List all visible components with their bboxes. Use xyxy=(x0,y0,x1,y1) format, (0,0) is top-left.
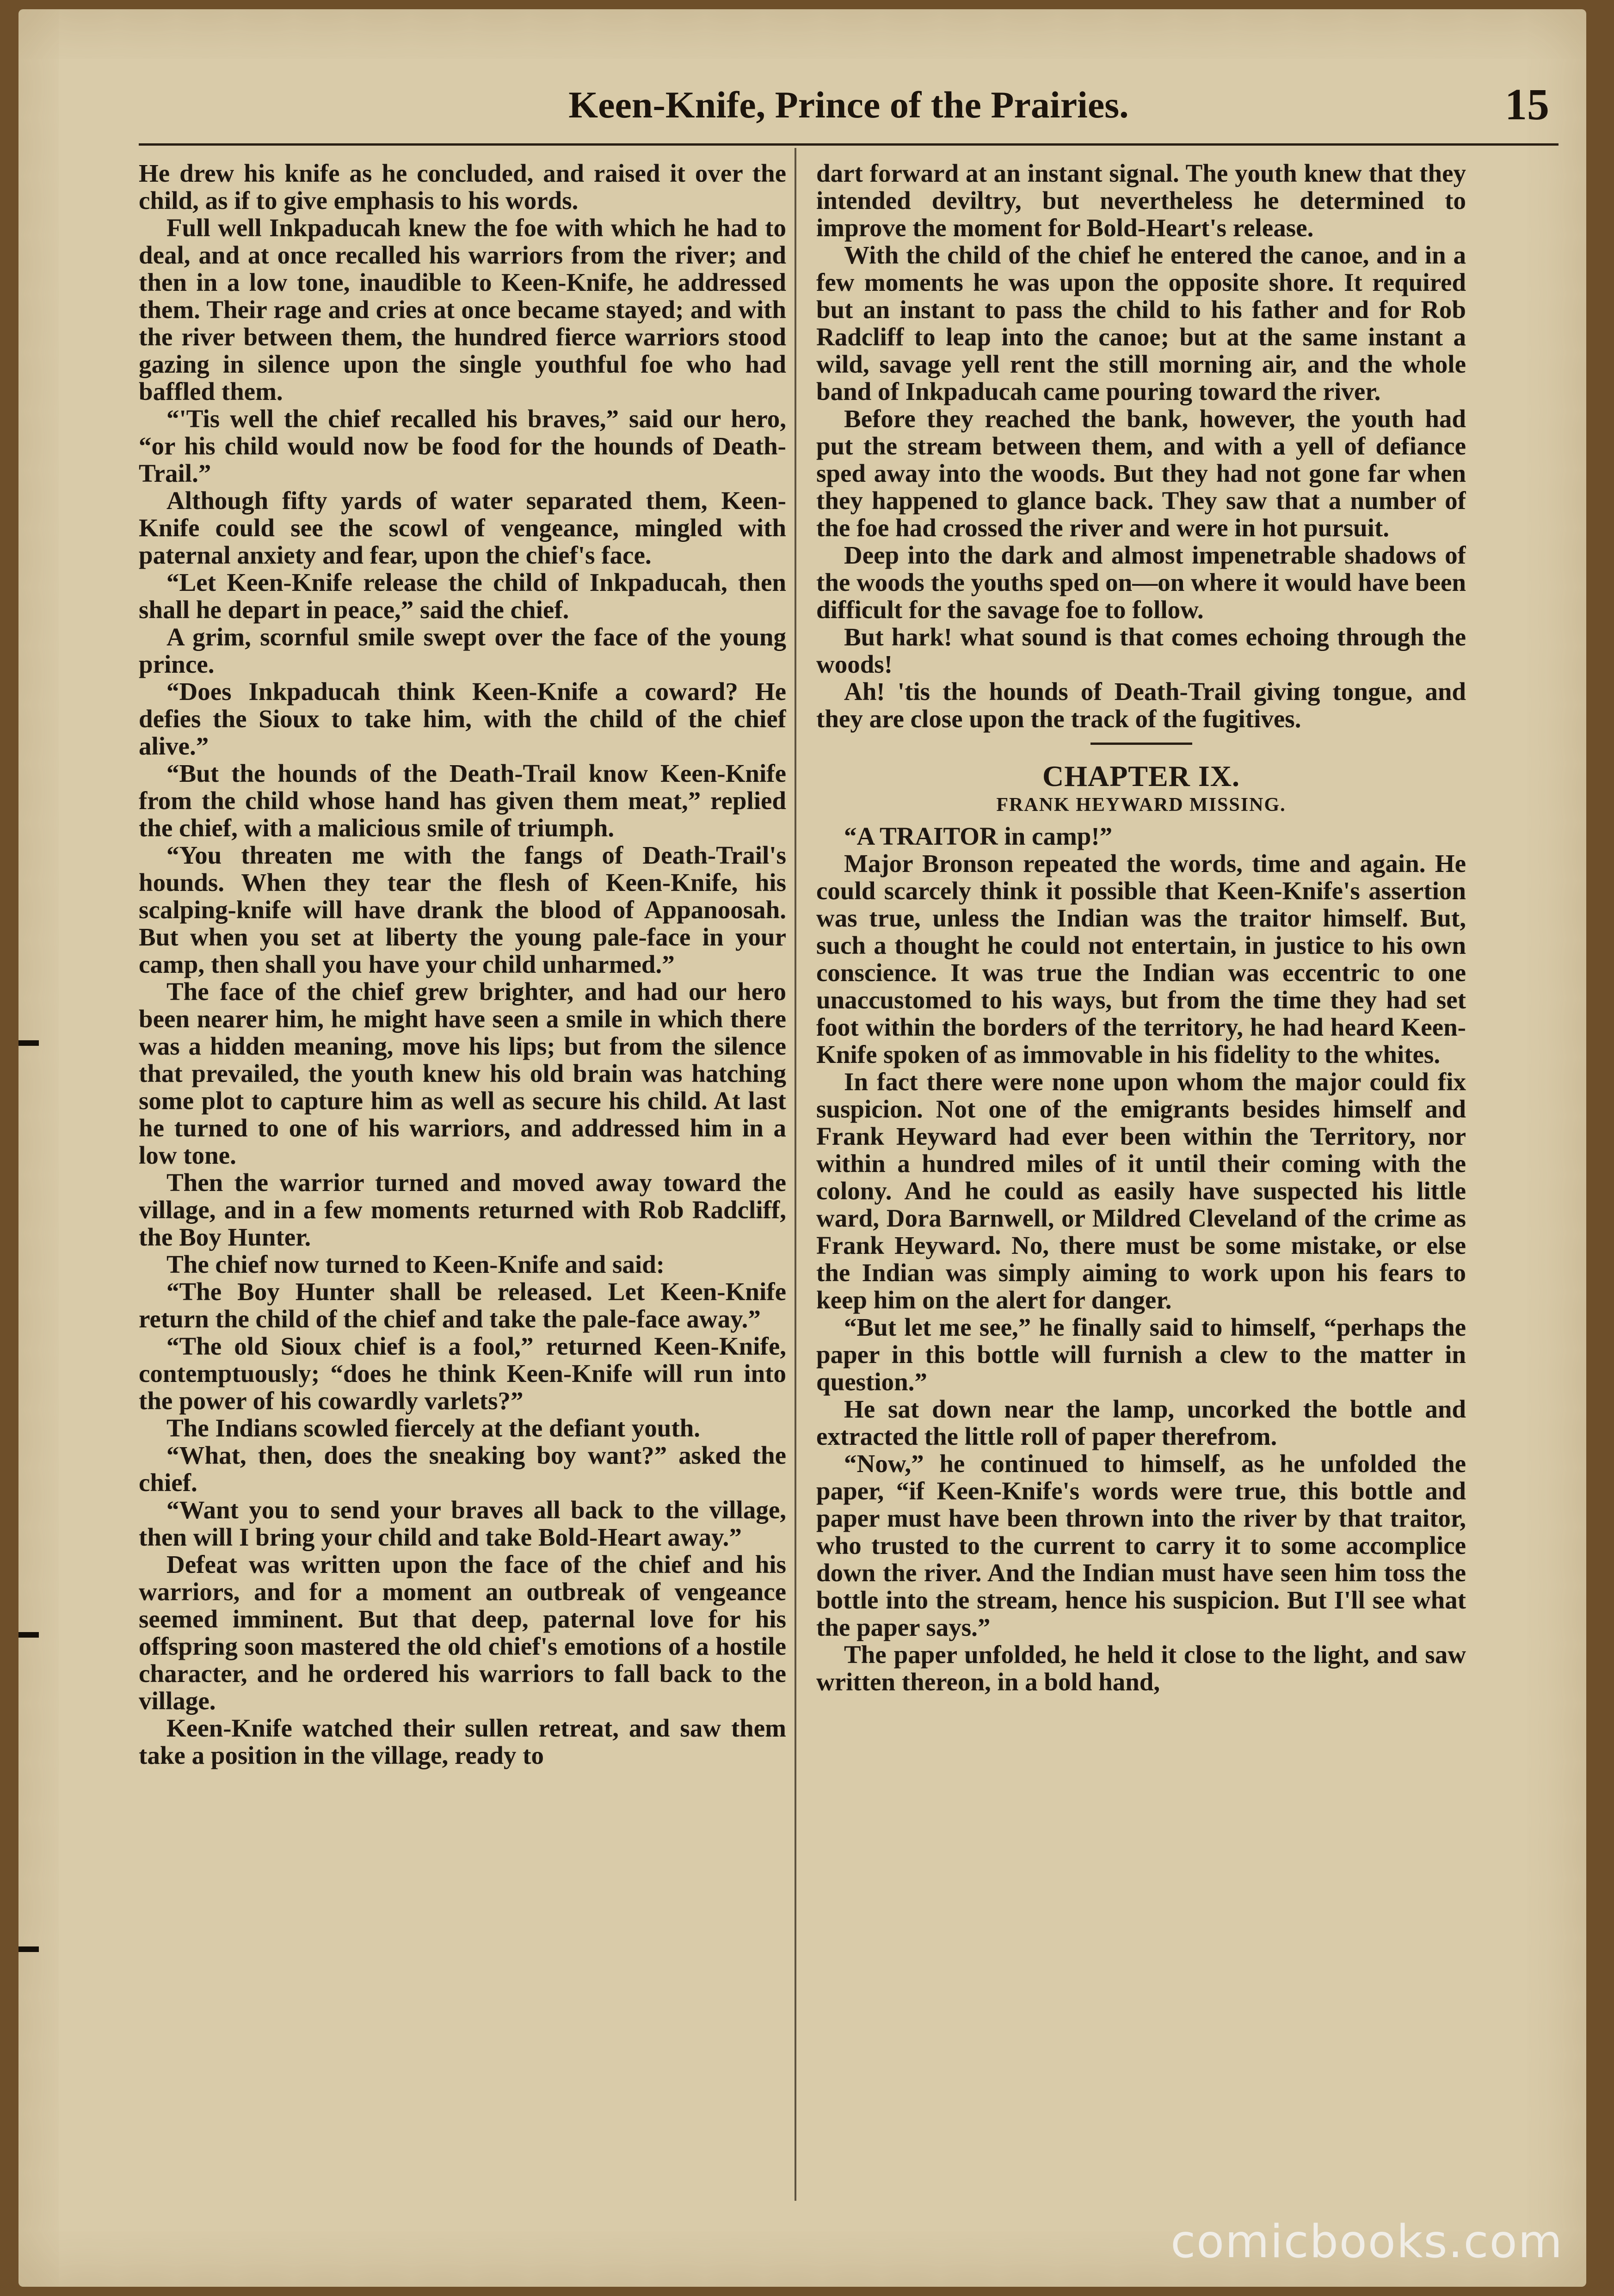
left-column xyxy=(139,160,786,2203)
chapter-heading: CHAPTER IX. xyxy=(1042,760,1240,792)
paragraph: Deep into the dark and almost impenetrable shadows of the woods the youths sped on—on where it would have been difficult for the savage foe to follow. xyxy=(816,541,1466,624)
watermark: comicbooks.com xyxy=(1170,2216,1563,2268)
paragraph: With the child of the chief he entered the canoe, and in a few moments he was upon the opposite shore. It required but an instant to pass the child to his father and for Rob Radcliff to leap into the canoe; but at the same instant a wild, savage yell rent the still morning air, and the whole band of Inkpaducah came pouring toward the river. xyxy=(816,241,1466,405)
binding-mark xyxy=(18,1632,39,1638)
paragraph: The Indians scowled fiercely at the defiant youth. xyxy=(166,1414,701,1442)
paragraph: Keen-Knife watched their sullen retreat, and saw them take a position in the village, ready to xyxy=(139,1714,786,1769)
running-title: Keen-Knife, Prince of the Prairies. xyxy=(568,84,1129,126)
paragraph: Then the warrior turned and moved away toward the village, and in a few moments returned with Rob Radcliff, the Boy Hunter. xyxy=(139,1168,786,1251)
paragraph: “Does Inkpaducah think Keen-Knife a coward? He defies the Sioux to take him, with the child of the chief alive.” xyxy=(139,677,786,760)
paragraph: Ah! 'tis the hounds of Death-Trail giving tongue, and they are close upon the track of the fugitives. xyxy=(816,677,1466,733)
paragraph: “What, then, does the sneaking boy want?” asked the chief. xyxy=(139,1441,786,1497)
binding-mark xyxy=(18,1040,39,1046)
paragraph: The face of the chief grew brighter, and had our hero been nearer him, he might have seen a smile in which there was a hidden meaning, move his lips; but from the silence that prevailed, the youth knew his old brain was hatching some plot to capture him as well as secure his child. At last he turned to one of his warriors, and addressed him in a low tone. xyxy=(139,977,786,1169)
paragraph: “'Tis well the chief recalled his braves,” said our hero, “or his child would now be food for the hounds of Death-Trail.” xyxy=(139,405,786,487)
paragraph: He sat down near the lamp, uncorked the bottle and extracted the little roll of paper therefrom. xyxy=(816,1395,1466,1450)
paragraph: Full well Inkpaducah knew the foe with which he had to deal, and at once recalled his warriors from the river; and then in a low tone, inaudible to Keen-Knife, he addressed them. Their rage and cries at once became stayed; and with the river between them, the hundred fierce warriors stood gazing in silence upon the single youthful foe who had baffled them. xyxy=(139,214,786,405)
paragraph: Before they reached the bank, however, the youth had put the stream between them, and with a yell of defiance sped away into the woods. But they had not gone far when they happened to glance back. They saw that a number of the foe had crossed the river and were in hot pursuit. xyxy=(816,405,1466,542)
paragraph: Defeat was written upon the face of the chief and his warriors, and for a moment an outbreak of vengeance seemed imminent. But that deep, paternal love for his offspring soon mastered the old chief's emotions of a hostile character, and he ordered his warriors to fall back to the village. xyxy=(139,1550,786,1715)
chapter-subtitle: FRANK HEYWARD MISSING. xyxy=(996,794,1286,816)
paragraph: “The old Sioux chief is a fool,” returned Keen-Knife, contemptuously; “does he think Keen-Knife will run into the power of his cowardly varlets?” xyxy=(139,1332,786,1415)
paragraph: The paper unfolded, he held it close to the light, and saw written thereon, in a bold hand, xyxy=(816,1640,1466,1696)
page-number: 15 xyxy=(1505,80,1549,129)
paragraph: “But the hounds of the Death-Trail know Keen-Knife from the child whose hand has given them meat,” replied the chief, with a malicious smile of triumph. xyxy=(139,759,786,842)
paragraph: “The Boy Hunter shall be released. Let Keen-Knife return the child of the chief and take the pale-face away.” xyxy=(139,1277,786,1333)
binding-mark xyxy=(18,1946,39,1952)
paragraph: He drew his knife as he concluded, and raised it over the child, as if to give emphasis to his words. xyxy=(139,160,786,215)
paragraph: In fact there were none upon whom the major could fix suspicion. Not one of the emigrants besides himself and Frank Heyward had ever been within the Territory, nor within a hundred miles of it until their coming with the colony. And he could as easily have suspected his little ward, Dora Barnwell, or Mildred Cleveland of the crime as Frank Heyward. No, there must be some mistake, or else the Indian was simply aiming to work upon his fears to keep him on the alert for danger. xyxy=(816,1068,1466,1314)
column-divider xyxy=(795,148,796,2201)
paragraph: “But let me see,” he finally said to himself, “perhaps the paper in this bottle will furnish a clew to the matter in question.” xyxy=(816,1313,1466,1396)
paragraph: Although fifty yards of water separated them, Keen-Knife could see the scowl of vengeance, mingled with paternal anxiety and fear, upon the chief's face. xyxy=(139,486,786,569)
paragraph: Major Bronson repeated the words, time and again. He could scarcely think it possible that Keen-Knife's assertion was true, unless the Indian was the traitor himself. But, such a thought he could not entertain, in justice to his own conscience. It was true the Indian was eccentric to one unaccustomed to his ways, but from the time they had set foot within the borders of the territory, he had heard Keen-Knife spoken of as immovable in his fidelity to the whites. xyxy=(816,849,1466,1068)
paragraph: But hark! what sound is that comes echoing through the woods! xyxy=(816,623,1466,678)
running-header xyxy=(139,65,1559,148)
right-column xyxy=(816,160,1466,2203)
paragraph: “Now,” he continued to himself, as he unfolded the paper, “if Keen-Knife's words were true, this bottle and paper must have been thrown into the river by that traitor, who trusted to the current to carry it to some accomplice down the river. And the Indian must have seen him toss the bottle into the stream, hence his suspicion. But I'll see what the paper says.” xyxy=(816,1449,1466,1641)
paragraph: “Let Keen-Knife release the child of Inkpaducah, then shall he depart in peace,” said the chief. xyxy=(139,568,786,624)
paragraph: dart forward at an instant signal. The youth knew that they intended deviltry, but nevertheless he determined to improve the moment for Bold-Heart's release. xyxy=(816,160,1466,242)
paragraph: A grim, scornful smile swept over the face of the young prince. xyxy=(139,623,786,678)
paragraph: “You threaten me with the fangs of Death-Trail's hounds. When they tear the flesh of Keen-Knife, his scalping-knife will have drank the blood of Appanoosah. But when you set at liberty the young pale-face in your camp, then shall you have your child unharmed.” xyxy=(139,841,786,978)
header-rule xyxy=(139,143,1559,146)
section-rule xyxy=(1090,743,1192,745)
paragraph: The chief now turned to Keen-Knife and said: xyxy=(166,1250,665,1278)
paragraph: “Want you to send your braves all back to the village, then will I bring your child and take Bold-Heart away.” xyxy=(139,1496,786,1551)
paragraph: “A TRAITOR in camp!” xyxy=(844,822,1113,850)
